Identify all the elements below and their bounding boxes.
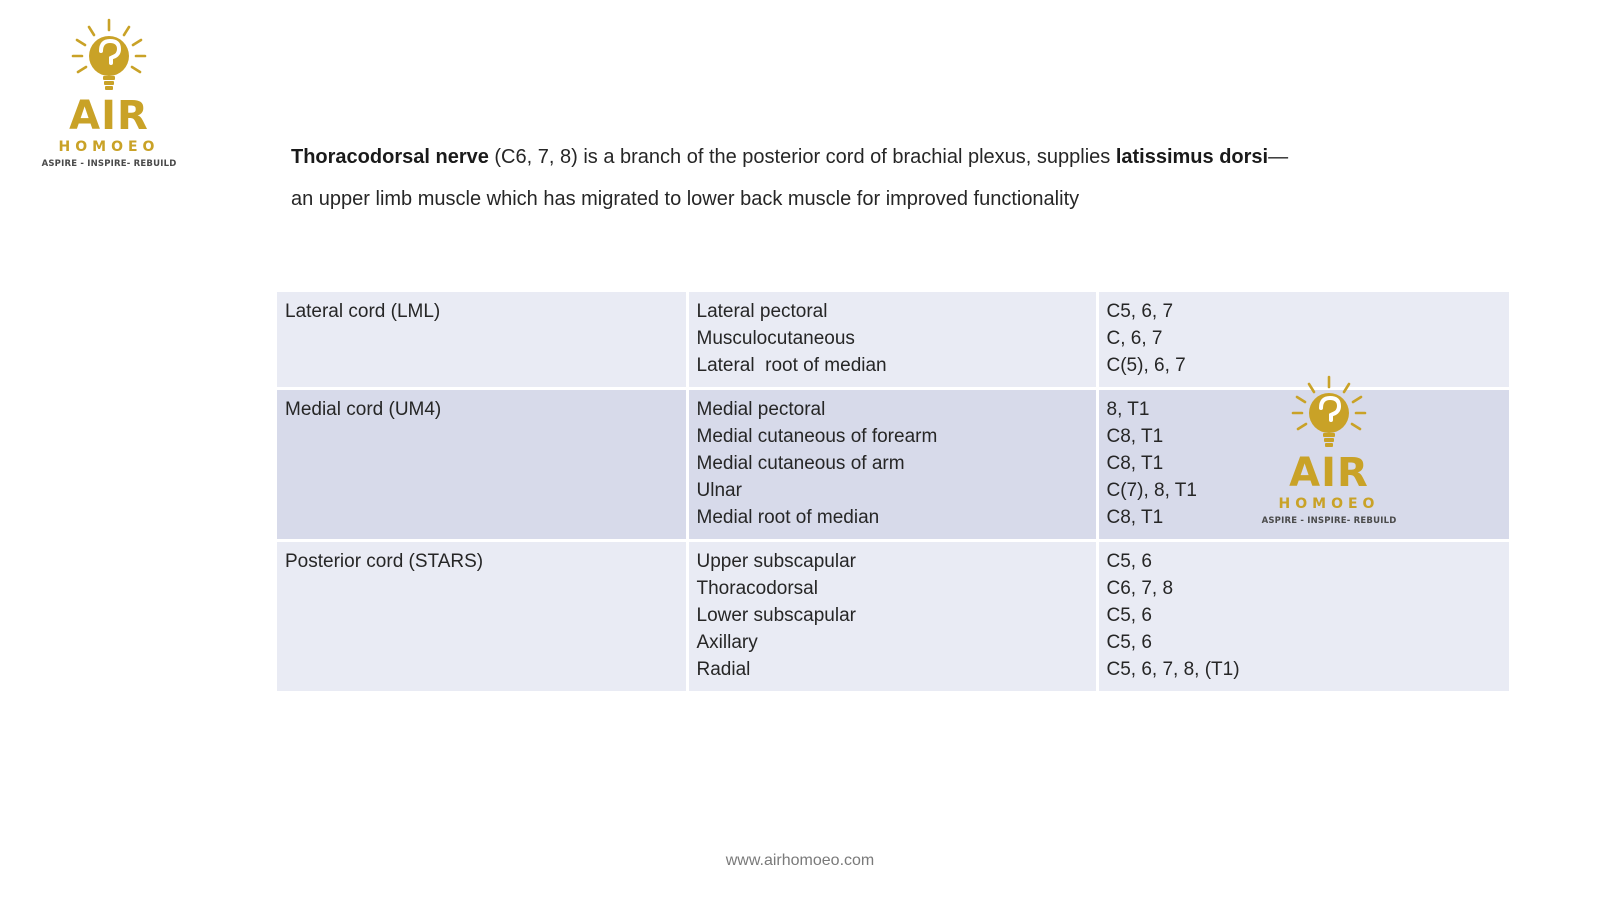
nerve-item: Radial (696, 659, 751, 680)
cord-cell (277, 541, 687, 693)
nerve-item: Lateral pectoral (696, 301, 828, 322)
intro-dash: — (1268, 146, 1289, 168)
nerve-item: Upper subscapular (696, 551, 856, 572)
brand-logo (41, 18, 177, 170)
root-item: C8, T1 (1106, 453, 1164, 474)
intro-bold-muscle: latissimus dorsi (1115, 146, 1269, 168)
cord-label: Lateral cord (LML) (285, 301, 441, 322)
intro-line-1 (291, 136, 1351, 178)
lightbulb-icon (69, 18, 149, 98)
cord-label: Posterior cord (STARS) (285, 551, 484, 572)
footer-url: www.airhomoeo.com (725, 852, 875, 869)
logo-tagline: ASPIRE - INSPIRE- REBUILD (1261, 516, 1397, 526)
logo-wordmark: AIR (1289, 450, 1369, 496)
watermark-logo (1261, 375, 1397, 527)
logo-subtitle: HOMOEO (1278, 496, 1380, 512)
nerve-item: Lower subscapular (696, 605, 856, 626)
cord-cell (277, 389, 687, 541)
root-item: C8, T1 (1106, 426, 1164, 447)
nerve-item: Musculocutaneous (696, 328, 855, 349)
logo-wordmark: AIR (69, 93, 149, 139)
root-item: C, 6, 7 (1106, 328, 1163, 349)
cord-label: Medial cord (UM4) (285, 399, 442, 420)
root-item: C5, 6, 7, 8, (T1) (1106, 659, 1240, 680)
table-row (277, 541, 1509, 693)
nerve-item: Ulnar (696, 480, 742, 501)
nerves-cell (687, 292, 1097, 389)
nerve-item: Medial cutaneous of forearm (696, 426, 938, 447)
nerve-item: Axillary (696, 632, 758, 653)
root-item: C5, 6, 7 (1106, 301, 1174, 322)
intro-text: (C6, 7, 8) is a branch of the posterior cord of brachial plexus, supplies (488, 146, 1116, 168)
root-item: C5, 6 (1106, 632, 1152, 653)
lightbulb-icon (1289, 375, 1369, 455)
root-item: 8, T1 (1106, 399, 1150, 420)
nerves-cell (687, 389, 1097, 541)
logo-subtitle: HOMOEO (58, 139, 160, 155)
cord-cell (277, 292, 687, 389)
nerve-item: Lateral root of median (696, 355, 887, 376)
root-item: C8, T1 (1106, 507, 1164, 528)
root-item: C(7), 8, T1 (1106, 480, 1197, 501)
intro-line-2: an upper limb muscle which has migrated to lower back muscle for improved functionality (291, 188, 1080, 210)
root-item: C5, 6 (1106, 605, 1152, 626)
nerve-item: Thoracodorsal (696, 578, 818, 599)
logo-tagline: ASPIRE - INSPIRE- REBUILD (41, 159, 177, 169)
intro-bold-term: Thoracodorsal nerve (291, 146, 489, 168)
nerve-item: Medial root of median (696, 507, 880, 528)
nerve-item: Medial cutaneous of arm (696, 453, 905, 474)
nerve-item: Medial pectoral (696, 399, 826, 420)
root-item: C5, 6 (1106, 551, 1152, 572)
intro-paragraph (291, 136, 1351, 220)
root-item: C(5), 6, 7 (1106, 355, 1186, 376)
root-item: C6, 7, 8 (1106, 578, 1174, 599)
roots-cell (1097, 541, 1509, 693)
nerves-cell (687, 541, 1097, 693)
